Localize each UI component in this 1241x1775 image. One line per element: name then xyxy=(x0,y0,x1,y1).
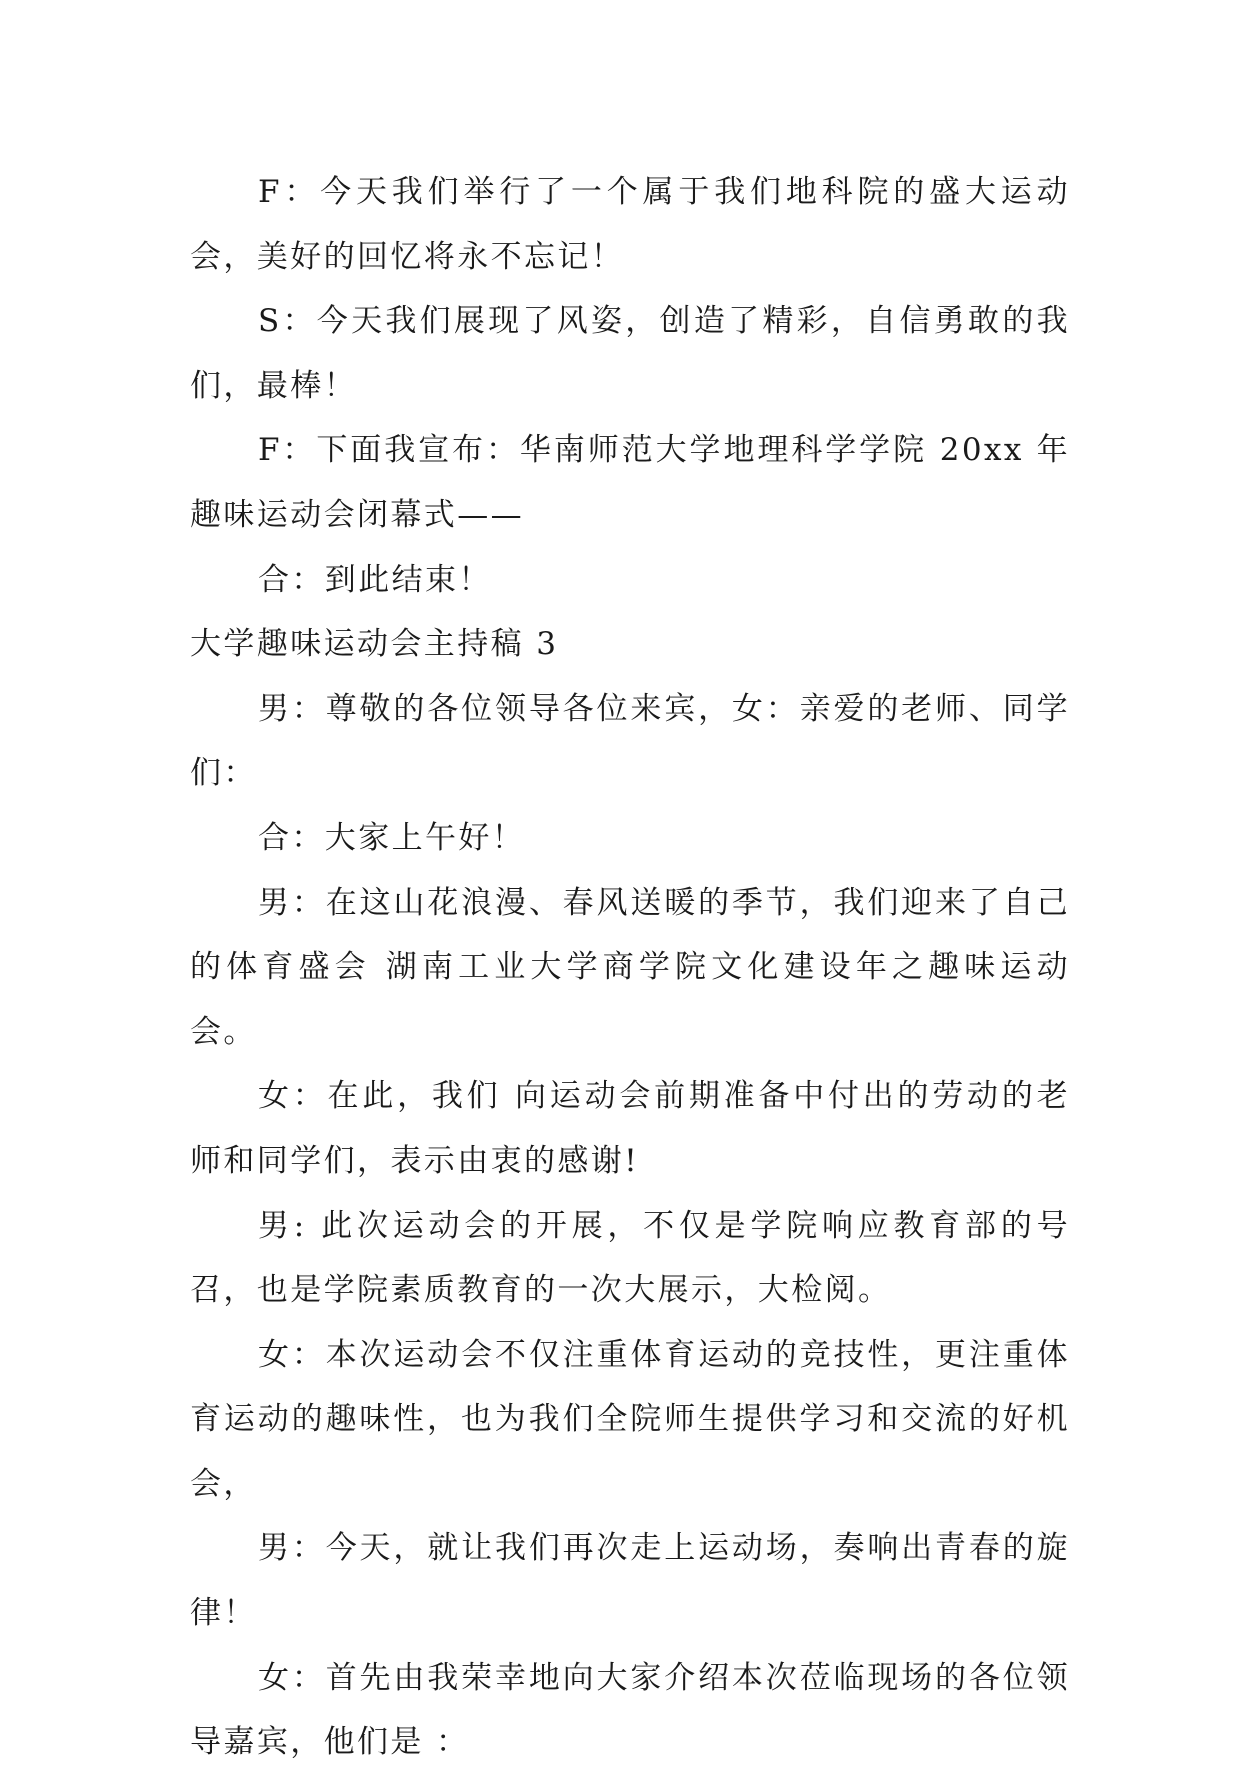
paragraph: 男: 此次运动会的开展，不仅是学院响应教育部的号召，也是学院素质教育的一次大展示，大检阅。 xyxy=(190,1207,1070,1309)
document-body xyxy=(190,160,1070,1775)
section-heading: 大学趣味运动会主持稿 3 xyxy=(190,626,559,663)
paragraph: 合：大家上午好！ xyxy=(258,819,526,856)
paragraph: S：今天我们展现了风姿，创造了精彩，自信勇敢的我们，最棒！ xyxy=(190,303,1070,404)
paragraph: F：下面我宣布：华南师范大学地理科学学院 20xx 年趣味运动会闭幕式—— xyxy=(190,432,1070,533)
paragraph: 女：本次运动会不仅注重体育运动的竞技性，更注重体育运动的趣味性，也为我们全院师生提供学习和交流的好机会， xyxy=(190,1336,1070,1502)
paragraph: F：今天我们举行了一个属于我们地科院的盛大运动会，美好的回忆将永不忘记！ xyxy=(190,174,1070,275)
paragraph: 女：在此，我们 向运动会前期准备中付出的劳动的老师和同学们，表示由衷的感谢! xyxy=(190,1078,1070,1179)
paragraph: 男：尊敬的各位领导各位来宾，女：亲爱的老师、同学们： xyxy=(190,690,1070,792)
paragraph: 男：在这山花浪漫、春风送暖的季节，我们迎来了自己的体育盛会 湖南工业大学商学院文化建设年之趣味运动会。 xyxy=(190,884,1070,1050)
paragraph: 男：今天，就让我们再次走上运动场，奏响出青春的旋律！ xyxy=(190,1530,1070,1632)
paragraph: 合：到此结束！ xyxy=(258,561,492,598)
paragraph: 女：首先由我荣幸地向大家介绍本次莅临现场的各位领导嘉宾，他们是 ： xyxy=(190,1659,1070,1761)
